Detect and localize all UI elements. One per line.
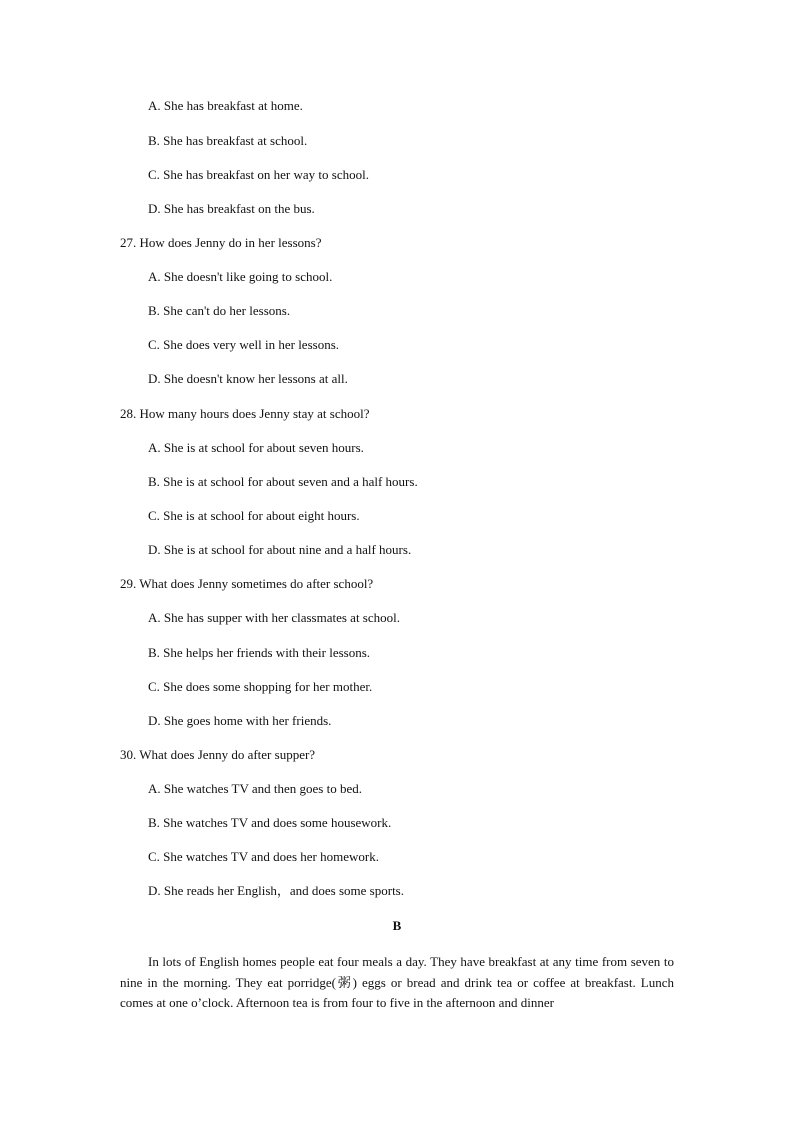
q26-option-b: B. She has breakfast at school.	[148, 133, 308, 148]
q29-option-d: D. She goes home with her friends.	[148, 713, 332, 728]
q27-option-c: C. She does very well in her lessons.	[148, 337, 340, 352]
question-28: 28. How many hours does Jenny stay at school?	[120, 406, 370, 421]
q27-option-b: B. She can't do her lessons.	[148, 303, 291, 318]
question-30: 30. What does Jenny do after supper?	[120, 747, 316, 762]
section-b-heading: B	[392, 918, 402, 933]
q26-option-d: D. She has breakfast on the bus.	[148, 201, 315, 216]
q29-option-c: C. She does some shopping for her mother.	[148, 679, 373, 694]
q28-option-d: D. She is at school for about nine and a half hours.	[148, 542, 412, 557]
q30-option-c: C. She watches TV and does her homework.	[148, 849, 379, 864]
q28-option-c: C. She is at school for about eight hours.	[148, 508, 360, 523]
q27-option-a: A. She doesn't like going to school.	[148, 269, 333, 284]
question-27: 27. How does Jenny do in her lessons?	[120, 235, 322, 250]
section-b-passage: In lots of English homes people eat four meals a day. They have breakfast at any time from seven to nine in the morning. They eat porridge(粥) eggs or bread and drink tea or coffee at breakfast. Lunch comes at one o’clock. Afternoon tea is from four to five in the afternoon and dinner	[120, 954, 674, 1010]
question-29: 29. What does Jenny sometimes do after school?	[120, 576, 374, 591]
q26-option-a: A. She has breakfast at home.	[148, 98, 303, 113]
q27-option-d: D. She doesn't know her lessons at all.	[148, 371, 348, 386]
q29-option-b: B. She helps her friends with their lessons.	[148, 645, 371, 660]
q30-option-a: A. She watches TV and then goes to bed.	[148, 781, 362, 796]
q29-option-a: A. She has supper with her classmates at school.	[148, 610, 401, 625]
q30-option-b: B. She watches TV and does some housework.	[148, 815, 392, 830]
q28-option-b: B. She is at school for about seven and a half hours.	[148, 474, 418, 489]
q30-option-d: D. She reads her English，and does some sports.	[148, 883, 404, 898]
q26-option-c: C. She has breakfast on her way to school.	[148, 167, 369, 182]
q28-option-a: A. She is at school for about seven hours.	[148, 440, 364, 455]
